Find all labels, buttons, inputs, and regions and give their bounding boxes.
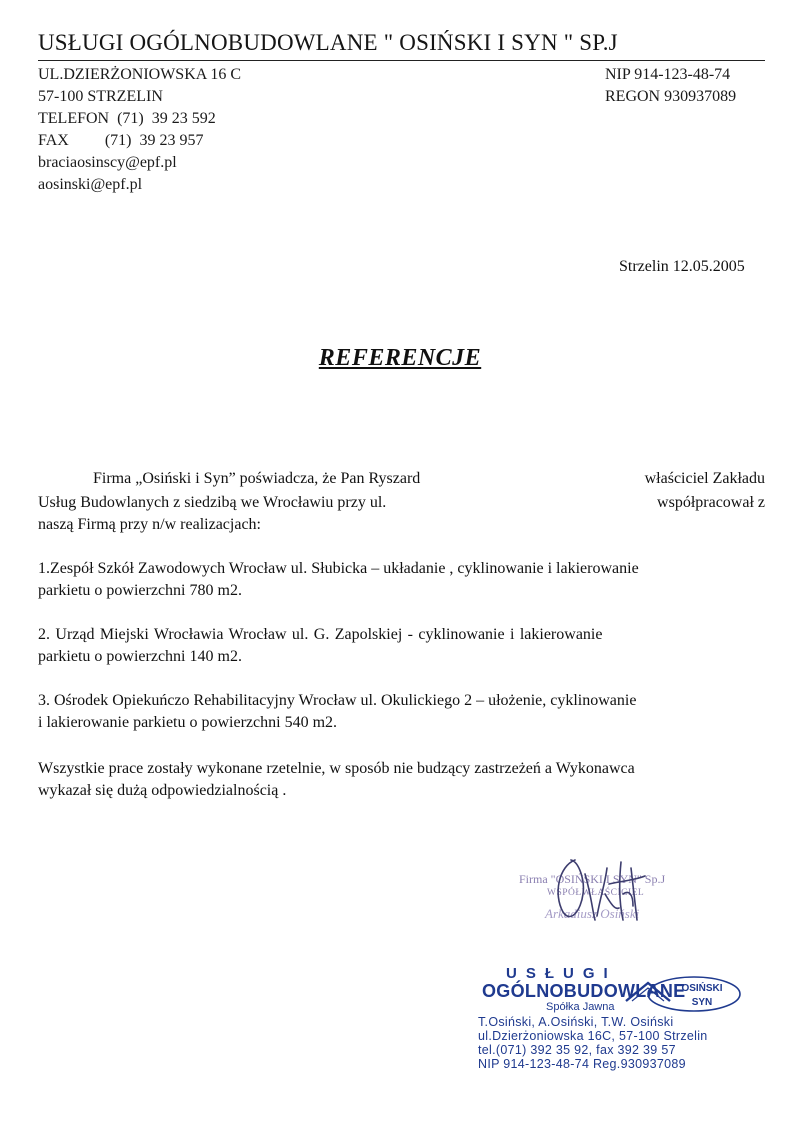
- intro-line-1-right: właściciel Zakładu: [644, 470, 765, 487]
- company-logo-icon: [624, 975, 742, 1013]
- logo-text-1: OSIŃSKI: [681, 983, 723, 994]
- intro-line-2-right: współpracował z: [657, 494, 765, 511]
- item-2-line-1: 2. Urząd Miejski Wrocławia Wrocław ul. G. Zapolskiej - cyklinowanie i lakierowanie: [38, 626, 603, 643]
- address-email-2: aosinski@epf.pl: [38, 176, 143, 193]
- item-1-line-1: 1.Zespół Szkół Zawodowych Wrocław ul. Słubicka – układanie , cyklinowanie i lakierowanie: [38, 560, 639, 577]
- item-3-line-2: i lakierowanie parkietu o powierzchni 540 m2.: [38, 714, 338, 731]
- item-3-line-1: 3. Ośrodek Opiekuńczo Rehabilitacyjny Wrocław ul. Okulickiego 2 – ułożenie, cyklinowanie: [38, 692, 637, 709]
- company-address-block: [38, 64, 241, 196]
- seal-phone: tel.(071) 392 35 92, fax 392 39 57: [478, 1043, 676, 1057]
- item-1-line-2: parkietu o powierzchni 780 m2.: [38, 582, 242, 599]
- logo-text-2: SYN: [691, 997, 713, 1008]
- regon-number: REGON 930937089: [605, 88, 737, 105]
- document-title: REFERENCJE: [318, 345, 482, 371]
- seal-nip: NIP 914-123-48-74 Reg.930937089: [478, 1057, 686, 1071]
- nip-number: NIP 914-123-48-74: [605, 66, 731, 83]
- signature-stamp: [505, 858, 695, 938]
- intro-line-2: [38, 492, 765, 514]
- address-fax: FAX (71) 39 23 957: [38, 132, 204, 149]
- seal-owners: T.Osiński, A.Osiński, T.W. Osiński: [478, 1015, 674, 1029]
- intro-line-1-left: Firma „Osiński i Syn” poświadcza, że Pan Ryszard: [93, 470, 421, 487]
- address-phone: TELEFON (71) 39 23 592: [38, 110, 216, 127]
- seal-ogolnobudowlane: OGÓLNOBUDOWLANE: [482, 981, 686, 1001]
- address-city: 57-100 STRZELIN: [38, 88, 163, 105]
- stamp-name: Arkadiusz Osiński: [545, 906, 640, 921]
- address-email-1: braciaosinscy@epf.pl: [38, 154, 177, 171]
- seal-spolka-jawna: Spółka Jawna: [546, 1001, 615, 1013]
- seal-address: ul.Dzierżoniowska 16C, 57-100 Strzelin: [478, 1029, 708, 1043]
- date-line: Strzelin 12.05.2005: [619, 258, 745, 275]
- intro-line-3: naszą Firmą przy n/w realizacjach:: [38, 516, 261, 533]
- stamp-role: WSPÓŁWŁAŚCICIEL: [547, 888, 645, 898]
- header-divider: [38, 60, 765, 61]
- seal-uslugi: USŁUGI: [506, 965, 617, 982]
- item-2-line-2: parkietu o powierzchni 140 m2.: [38, 648, 242, 665]
- company-seal: [474, 965, 764, 1073]
- address-street: UL.DZIERŻONIOWSKA 16 C: [38, 66, 242, 83]
- intro-line-1: [38, 468, 765, 490]
- intro-line-2-left: Usług Budowlanych z siedzibą we Wrocławiu przy ul.: [38, 494, 387, 511]
- registry-block: [605, 64, 736, 108]
- handwritten-signature: [545, 854, 655, 934]
- closing-line-2: wykazał się dużą odpowiedzialnością .: [38, 782, 287, 799]
- company-name: USŁUGI OGÓLNOBUDOWLANE " OSIŃSKI I SYN " SP.J: [38, 30, 618, 55]
- closing-line-1: Wszystkie prace zostały wykonane rzetelnie, w sposób nie budzący zastrzeżeń a Wykonawca: [38, 760, 635, 777]
- stamp-company: Firma "OSIŃSKI I SYN" Sp.J: [519, 872, 666, 886]
